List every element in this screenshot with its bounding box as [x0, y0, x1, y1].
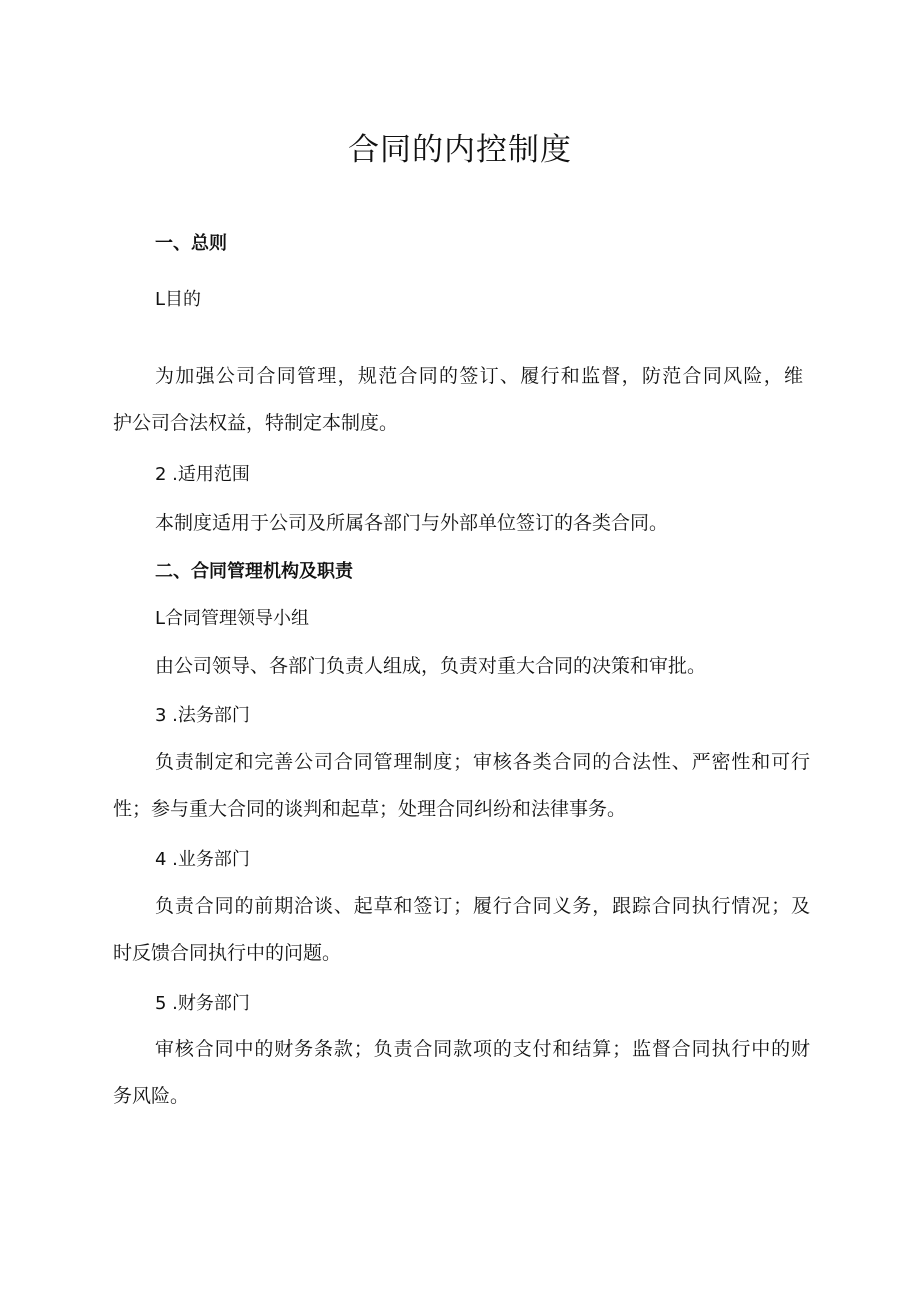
- item-label-leadership-group: L合同管理领导小组: [155, 608, 310, 629]
- item-label-legal-department: 3 .法务部门: [155, 705, 250, 726]
- paragraph-line: 审核合同中的财务条款；负责合同款项的支付和结算；监督合同执行中的财: [155, 1038, 810, 1060]
- paragraph-finance-department: [113, 1026, 810, 1120]
- paragraph-purpose: [113, 353, 803, 447]
- paragraph-line: 负责合同的前期洽谈、起草和签订；履行合同义务，跟踪合同执行情况；及: [155, 895, 810, 917]
- paragraph-line: 负责制定和完善公司合同管理制度；审核各类合同的合法性、严密性和可行: [155, 751, 810, 773]
- paragraph-scope: [155, 500, 805, 547]
- section-heading-general: 一、总则: [155, 233, 227, 254]
- paragraph-line: 由公司领导、各部门负责人组成，负责对重大合同的决策和审批。: [155, 655, 707, 677]
- item-label-business-department: 4 .业务部门: [155, 849, 250, 870]
- paragraph-leadership-group: [155, 643, 805, 690]
- item-label-finance-department: 5 .财务部门: [155, 993, 250, 1014]
- document-title: 合同的内控制度: [348, 132, 572, 168]
- paragraph-line: 务风险。: [113, 1085, 190, 1107]
- paragraph-line: 为加强公司合同管理，规范合同的签订、履行和监督，防范合同风险，维: [155, 365, 803, 387]
- item-label-scope: 2 .适用范围: [155, 464, 250, 485]
- paragraph-line: 性；参与重大合同的谈判和起草；处理合同纠纷和法律事务。: [113, 798, 627, 820]
- section-heading-organization: 二、合同管理机构及职责: [155, 561, 353, 582]
- paragraph-business-department: [113, 883, 810, 977]
- item-label-purpose: L目的: [155, 289, 202, 310]
- paragraph-legal-department: [113, 739, 810, 833]
- paragraph-line: 时反馈合同执行中的问题。: [113, 942, 342, 964]
- paragraph-line: 护公司合法权益，特制定本制度。: [113, 412, 399, 434]
- paragraph-line: 本制度适用于公司及所属各部门与外部单位签订的各类合同。: [155, 512, 669, 534]
